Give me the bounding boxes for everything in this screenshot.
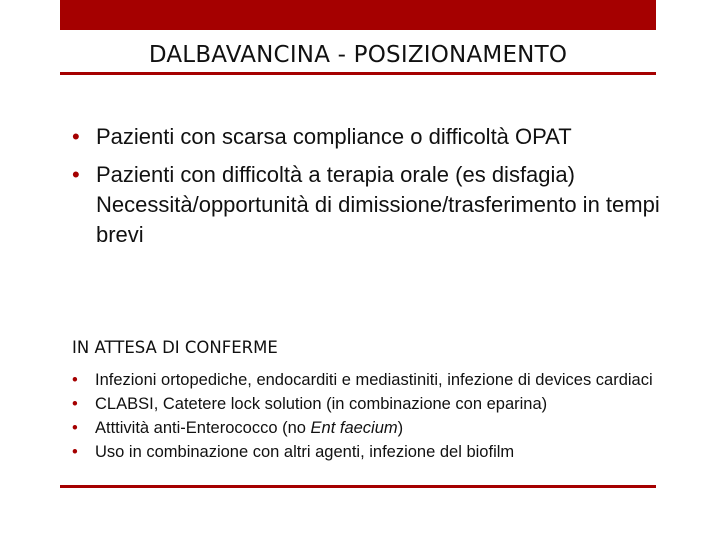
bullet-icon: • <box>72 371 78 389</box>
title-underline <box>60 72 656 75</box>
main-bullet-item <box>72 160 672 250</box>
sub-bullet-item <box>72 416 672 440</box>
sub-bullet-text <box>95 419 403 437</box>
section-label: IN ATTESA DI CONFERME <box>72 338 278 357</box>
bottom-divider <box>60 485 656 488</box>
bullet-icon: • <box>72 162 80 187</box>
sub-bullet-text: Uso in combinazione con altri agenti, infezione del biofilm <box>95 443 515 461</box>
top-accent-bar <box>60 0 656 30</box>
sub-bullet-text-italic: Ent faecium <box>310 419 398 437</box>
main-bullet-text: Pazienti con scarsa compliance o difficoltà OPAT <box>96 124 572 149</box>
sub-bullet-text-prefix: Atttività anti-Enterococco (no <box>95 419 311 437</box>
slide-title: DALBAVANCINA - POSIZIONAMENTO <box>148 42 568 68</box>
sub-bullet-list <box>72 368 672 464</box>
sub-bullet-text-suffix: ) <box>397 419 404 437</box>
bullet-icon: • <box>72 443 78 461</box>
sub-bullet-item <box>72 368 672 392</box>
main-bullet-list <box>72 122 672 258</box>
sub-bullet-text: Infezioni ortopediche, endocarditi e mediastiniti, infezione di devices cardiaci <box>95 371 653 389</box>
bullet-icon: • <box>72 419 78 437</box>
sub-bullet-item <box>72 440 672 464</box>
bullet-icon: • <box>72 395 78 413</box>
sub-bullet-text: CLABSI, Catetere lock solution (in combinazione con eparina) <box>95 395 548 413</box>
main-bullet-item <box>72 122 672 152</box>
bullet-icon: • <box>72 124 80 149</box>
main-bullet-text: Pazienti con difficoltà a terapia orale (es disfagia) Necessità/opportunità di dimissione/trasferimento in tempi brevi <box>96 162 660 247</box>
sub-bullet-item <box>72 392 672 416</box>
